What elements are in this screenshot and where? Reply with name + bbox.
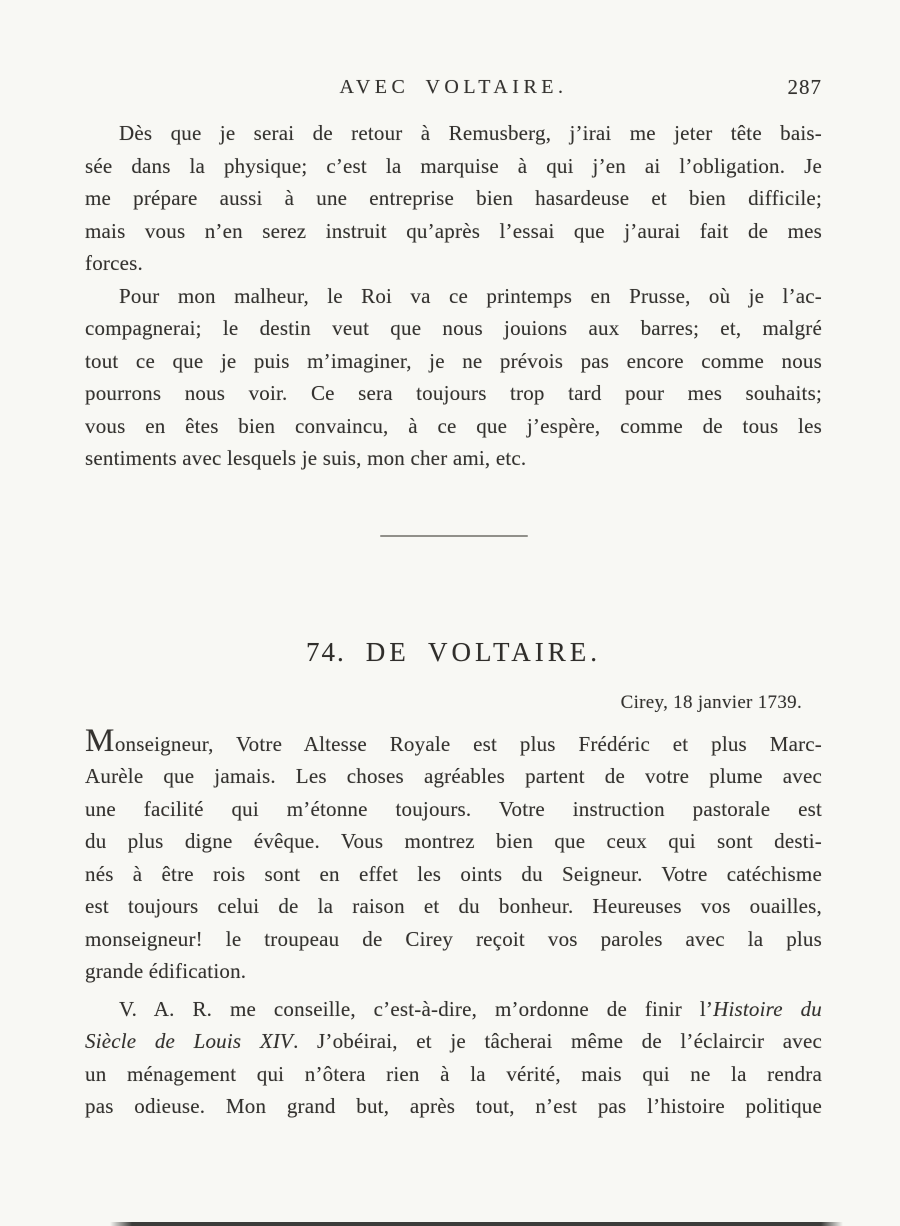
paragraph (85, 280, 822, 475)
text-line: forces. (85, 251, 143, 275)
text-line: pourrons nous voir. Ce sera toujours trop tard pour mes souhaits; (85, 381, 822, 405)
book-title-italic: Histoire du (713, 996, 822, 1021)
text-line: du plus digne évêque. Vous montrez bien que ceux qui sont desti- (85, 829, 822, 853)
text-line: une facilité qui m’étonne toujours. Votre instruction pastorale est (85, 796, 822, 821)
text-line: sentiments avec lesquels je suis, mon cher ami, etc. (85, 446, 527, 470)
text-line: Dès que je serai de retour à Remusberg, j’irai me jeter tête bais- (119, 121, 822, 145)
text-segment: . J’obéirai, et je tâcherai même de l’éclaircir avec (293, 1029, 822, 1053)
text-line: Aurèle que jamais. Les choses agréables partent de votre plume avec (85, 764, 822, 788)
text-line (85, 1025, 822, 1058)
text-line: compagnerai; le destin veut que nous jouions aux barres; et, malgré (85, 316, 822, 340)
text-line (85, 722, 822, 761)
letter-heading (85, 635, 822, 669)
text-line: Pour mon malheur, le Roi va ce printemps en Prusse, où je l’ac- (119, 283, 822, 308)
text-line: sée dans la physique; c’est la marquise à qui j’en ai l’obligation. Je (85, 153, 822, 178)
text-line: tout ce que je puis m’imaginer, je ne prévois pas encore comme nous (85, 348, 822, 373)
page-number: 287 (787, 75, 822, 99)
paragraph (85, 993, 822, 1123)
letter-addressee: DE VOLTAIRE. (365, 636, 602, 667)
text-line: vous en êtes bien convaincu, à ce que j’espère, comme de tous les (85, 413, 822, 438)
book-title-italic: Siècle de Louis XIV (85, 1029, 294, 1053)
letter-dateline: Cirey, 18 janvier 1739. (620, 691, 802, 713)
text-line: me prépare aussi à une entreprise bien hasardeuse et bien difficile; (85, 186, 822, 210)
text-line: pas odieuse. Mon grand but, après tout, n’est pas l’histoire politique (85, 1094, 822, 1118)
text-line: nés à être rois sont en effet les oints du Seigneur. Votre catéchisme (85, 861, 822, 886)
text-line: mais vous n’en serez instruit qu’après l’essai que j’aurai fait de mes (85, 218, 822, 243)
text-line: grande édification. (85, 959, 247, 983)
running-header-title: AVEC VOLTAIRE. (339, 76, 568, 98)
paragraph (85, 117, 822, 280)
drop-cap-initial: M (85, 722, 115, 759)
section-divider (380, 535, 528, 537)
text-segment: V. A. R. me conseille, c’est-à-dire, m’ordonne de finir l’ (119, 996, 714, 1021)
scan-artifact-strip (110, 1222, 843, 1226)
paragraph (85, 722, 822, 988)
letter-number: 74. (305, 636, 346, 667)
text-line: est toujours celui de la raison et du bonheur. Heureuses vos ouailles, (85, 894, 822, 918)
text-line (85, 993, 822, 1026)
running-header (85, 74, 822, 100)
text-line: un ménagement qui n’ôtera rien à la vérité, mais qui ne la rendra (85, 1061, 822, 1086)
text-segment: onseigneur, Votre Altesse Royale est plus Frédéric et plus Marc- (114, 731, 822, 756)
text-line: monseigneur! le troupeau de Cirey reçoit vos paroles avec la plus (85, 926, 822, 951)
page-body (85, 117, 822, 1123)
